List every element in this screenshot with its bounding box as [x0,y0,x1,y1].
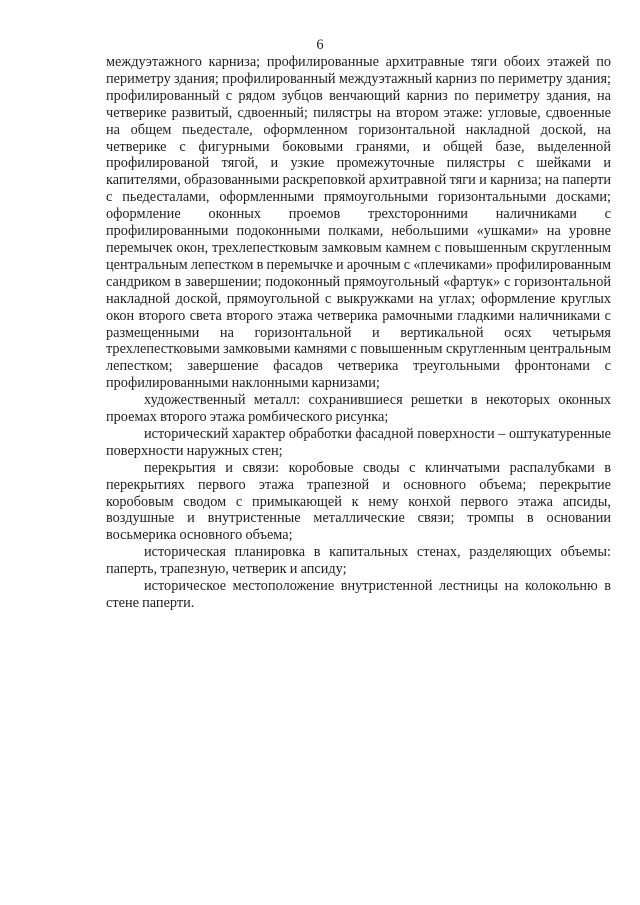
page-number: 6 [316,37,324,53]
paragraph-artistic-metal: художественный металл: сохранившиеся решетки в некоторых оконных проемах второго этажа ромбического рисунка; [106,392,611,426]
body-text [106,54,611,612]
paragraph-historic-layout: историческая планировка в капитальных стенах, разделяющих объемы: паперть, трапезную, четверик и апсиду; [106,544,611,578]
paragraph-facade-surface: исторический характер обработки фасадной поверхности – оштукатуренные поверхности наружных стен; [106,425,611,459]
paragraph-cornice-pilasters-windows: междуэтажного карниза; профилированные архитравные тяги обоих этажей по периметру здания; профилированный междуэтажный карниз по периметру здания; профилированный с рядом зубцов венчающий карниз по периметру здания, на четверике развитый, сдвоенный; пилястры на втором этаже: угловые, сдвоенные на общем пьедестале, оформленном горизонтальной накладной доской, на четверике с фигурными боковыми гранями, и общей базе, выделенной профилированой тягой, и узкие промежуточные пилястры с шейками и капителями, образованными раскреповкой архитравной тяги и карниза; на паперти с пьедесталами, оформленными прямоугольными горизонтальными досками; оформление оконных проемов трехсторонними наличниками с профилированными подоконными полками, небольшими «ушками» на уровне перемычек окон, трехлепестковым замковым камнем с повышенным скругленным центральным лепестком в перемычке и арочным с «плечиками» профилированным сандриком в завершении; подоконный прямоугольный «фартук» с горизонтальной накладной доской, прямоугольной с выкружками на углах; оформление круглых окон второго света второго этажа четверика рамочными гладкими наличниками с размещенными на горизонтальной и вертикальной осях четырьмя трехлепестковыми замковыми камнями с повышенным скругленным центральным лепестком; завершение фасадов четверика треугольными фронтонами с профилированными наклонными карнизами; [106,54,611,392]
paragraph-stair-location: историческое местоположение внутристенной лестницы на колокольню в стене паперти. [106,578,611,611]
paragraph-vaults-and-ties: перекрытия и связи: коробовые своды с клинчатыми распалубками в перекрытиях первого этажа трапезной и основного объема; перекрытие коробовым сводом с примыкающей к нему конхой первого этажа апсиды, воздушные и внутристенные металлические связи; тромпы в основании восьмерика основного объема; [106,459,611,544]
